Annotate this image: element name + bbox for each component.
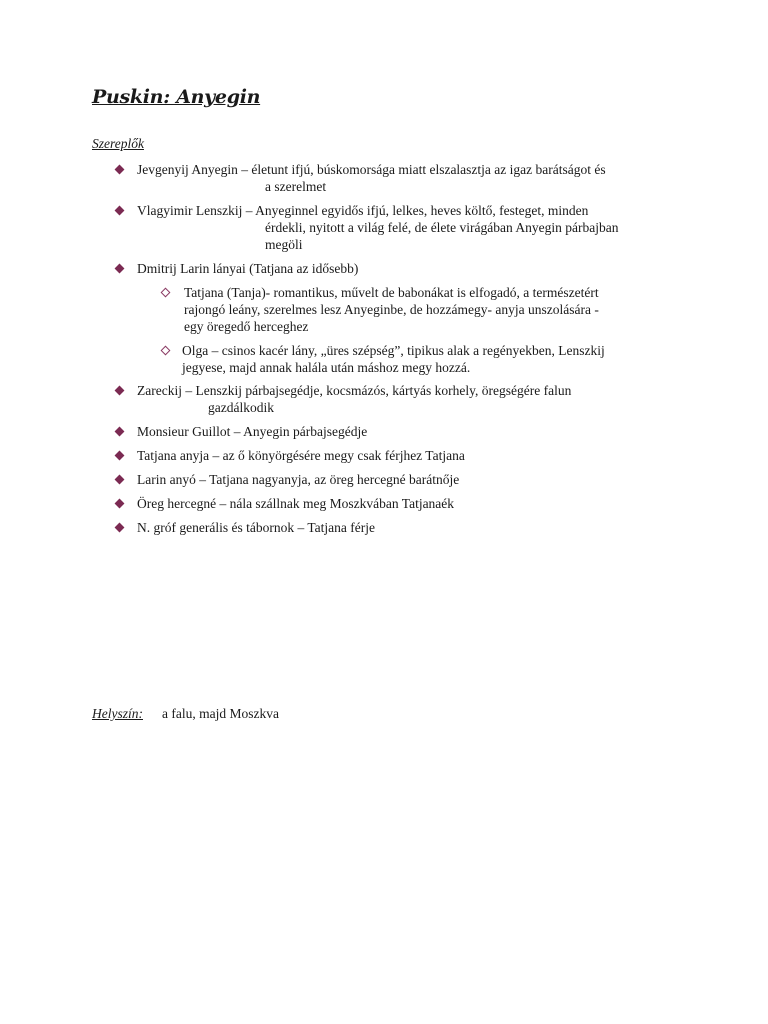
sub-bullet-diamond-icon bbox=[161, 288, 171, 298]
character-line: egy öregedő herceghez bbox=[184, 319, 309, 334]
bullet-diamond-icon bbox=[115, 499, 125, 509]
bullet-diamond-icon bbox=[115, 427, 125, 437]
character-line: gazdálkodik bbox=[208, 400, 274, 415]
character-line: a szerelmet bbox=[265, 179, 327, 194]
bullet-diamond-icon bbox=[115, 475, 125, 485]
characters-label: Szereplők bbox=[92, 136, 144, 151]
sub-bullet-diamond-icon bbox=[161, 346, 171, 356]
setting-value: a falu, majd Moszkva bbox=[162, 706, 279, 721]
bullet-diamond-icon bbox=[115, 264, 125, 274]
character-line: Tatjana anyja – az ő könyörgésére megy csak férjhez Tatjana bbox=[137, 448, 465, 463]
character-line: Jevgenyij Anyegin – életunt ifjú, búskomorsága miatt elszalasztja az igaz barátságot és bbox=[137, 162, 606, 177]
bullet-diamond-icon bbox=[115, 206, 125, 216]
character-line: megöli bbox=[265, 237, 303, 252]
character-line: Zareckij – Lenszkij párbajsegédje, kocsmázós, kártyás korhely, öregségére falun bbox=[137, 383, 572, 398]
character-line: Larin anyó – Tatjana nagyanyja, az öreg hercegné barátnője bbox=[137, 472, 460, 487]
character-line: Monsieur Guillot – Anyegin párbajsegédje bbox=[137, 424, 368, 439]
character-line: rajongó leány, szerelmes lesz Anyeginbe, de hozzámegy- anyja unszolására - bbox=[184, 302, 599, 317]
character-line: Öreg hercegné – nála szállnak meg Moszkvában Tatjanaék bbox=[137, 496, 455, 511]
character-line: jegyese, majd annak halála után máshoz megy hozzá. bbox=[182, 360, 471, 375]
bullet-diamond-icon bbox=[115, 165, 125, 175]
character-line: Dmitrij Larin lányai (Tatjana az idősebb) bbox=[137, 261, 359, 276]
setting-label: Helyszín: bbox=[92, 706, 143, 721]
page-title: Puskin: Anyegin bbox=[92, 86, 261, 108]
bullet-diamond-icon bbox=[115, 523, 125, 533]
character-line: N. gróf generális és tábornok – Tatjana férje bbox=[137, 520, 375, 535]
character-line: Olga – csinos kacér lány, „üres szépség”, tipikus alak a regényekben, Lenszkij bbox=[182, 343, 605, 358]
character-line: Vlagyimir Lenszkij – Anyeginnel egyidős ifjú, lelkes, heves költő, festeget, minden bbox=[137, 203, 589, 218]
character-line: érdekli, nyitott a világ felé, de élete virágában Anyegin párbajban bbox=[265, 220, 619, 235]
bullet-diamond-icon bbox=[115, 386, 125, 396]
character-line: Tatjana (Tanja)- romantikus, művelt de babonákat is elfogadó, a természetért bbox=[184, 285, 599, 300]
bullet-diamond-icon bbox=[115, 451, 125, 461]
